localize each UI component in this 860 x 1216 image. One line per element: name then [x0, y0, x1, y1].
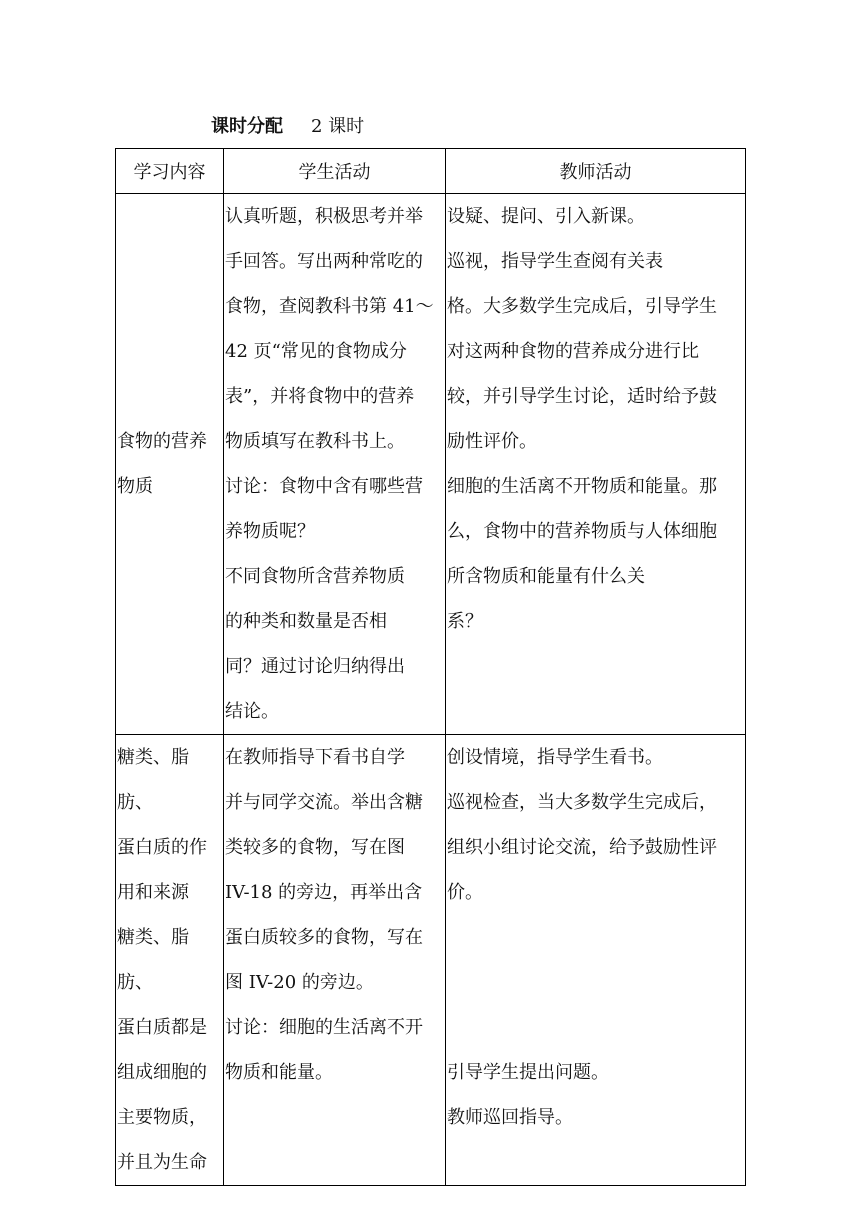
lesson-allocation-value: 2 课时 [311, 116, 365, 137]
content-cell [116, 194, 224, 735]
table-header-row [116, 149, 746, 194]
table-row [116, 735, 746, 1186]
lesson-plan-table [115, 148, 746, 1186]
student-activity-cell [224, 194, 446, 735]
column-header-student: 学生活动 [224, 149, 446, 194]
teacher-activity-text: 设疑、提问、引入新课。 巡视，指导学生查阅有关表 格。大多数学生完成后，引导学生 对这两种食物的营养成分进行比 较，并引导学生讨论，适时给予鼓 励性评价。 细胞的生活离不开物质和能量。那 么，食物中的营养物质与人体细胞 所含物质和能量有什么关 系？ [447, 206, 717, 632]
column-header-content: 学习内容 [116, 149, 224, 194]
student-activity-cell [224, 735, 446, 1186]
content-text: 食物的营养 物质 [117, 431, 207, 497]
student-activity-text: 在教师指导下看书自学 并与同学交流。举出含糖 类较多的食物，写在图 IV-18 的旁边，再举出含 蛋白质较多的食物，写在 图 IV-20 的旁边。 讨论：细胞的生活离不开 物质和能量。 [225, 747, 423, 1083]
column-header-teacher: 教师活动 [446, 149, 746, 194]
teacher-activity-text: 创设情境，指导学生看书。 巡视检查，当大多数学生完成后， 组织小组讨论交流，给予鼓励性评 价。 引导学生提出问题。 教师巡回指导。 [447, 747, 717, 1128]
content-text: 糖类、脂肪、 蛋白质的作 用和来源 糖类、脂肪、 蛋白质都是 组成细胞的 主要物质， 并且为生命 [117, 747, 207, 1173]
lesson-allocation-label: 课时分配 [211, 116, 283, 137]
student-activity-text: 认真听题，积极思考并举 手回答。写出两种常吃的 食物，查阅教科书第 41～ 42 页“常见的食物成分 表”，并将食物中的营养 物质填写在教科书上。 讨论：食物中含有哪些营 养物质呢？ 不同食物所含营养物质 的种类和数量是否相 同？通过讨论归纳得出 结论。 [225, 206, 434, 722]
teacher-activity-cell [446, 194, 746, 735]
table-row [116, 194, 746, 735]
content-cell [116, 735, 224, 1186]
lesson-allocation [211, 114, 364, 140]
teacher-activity-cell [446, 735, 746, 1186]
